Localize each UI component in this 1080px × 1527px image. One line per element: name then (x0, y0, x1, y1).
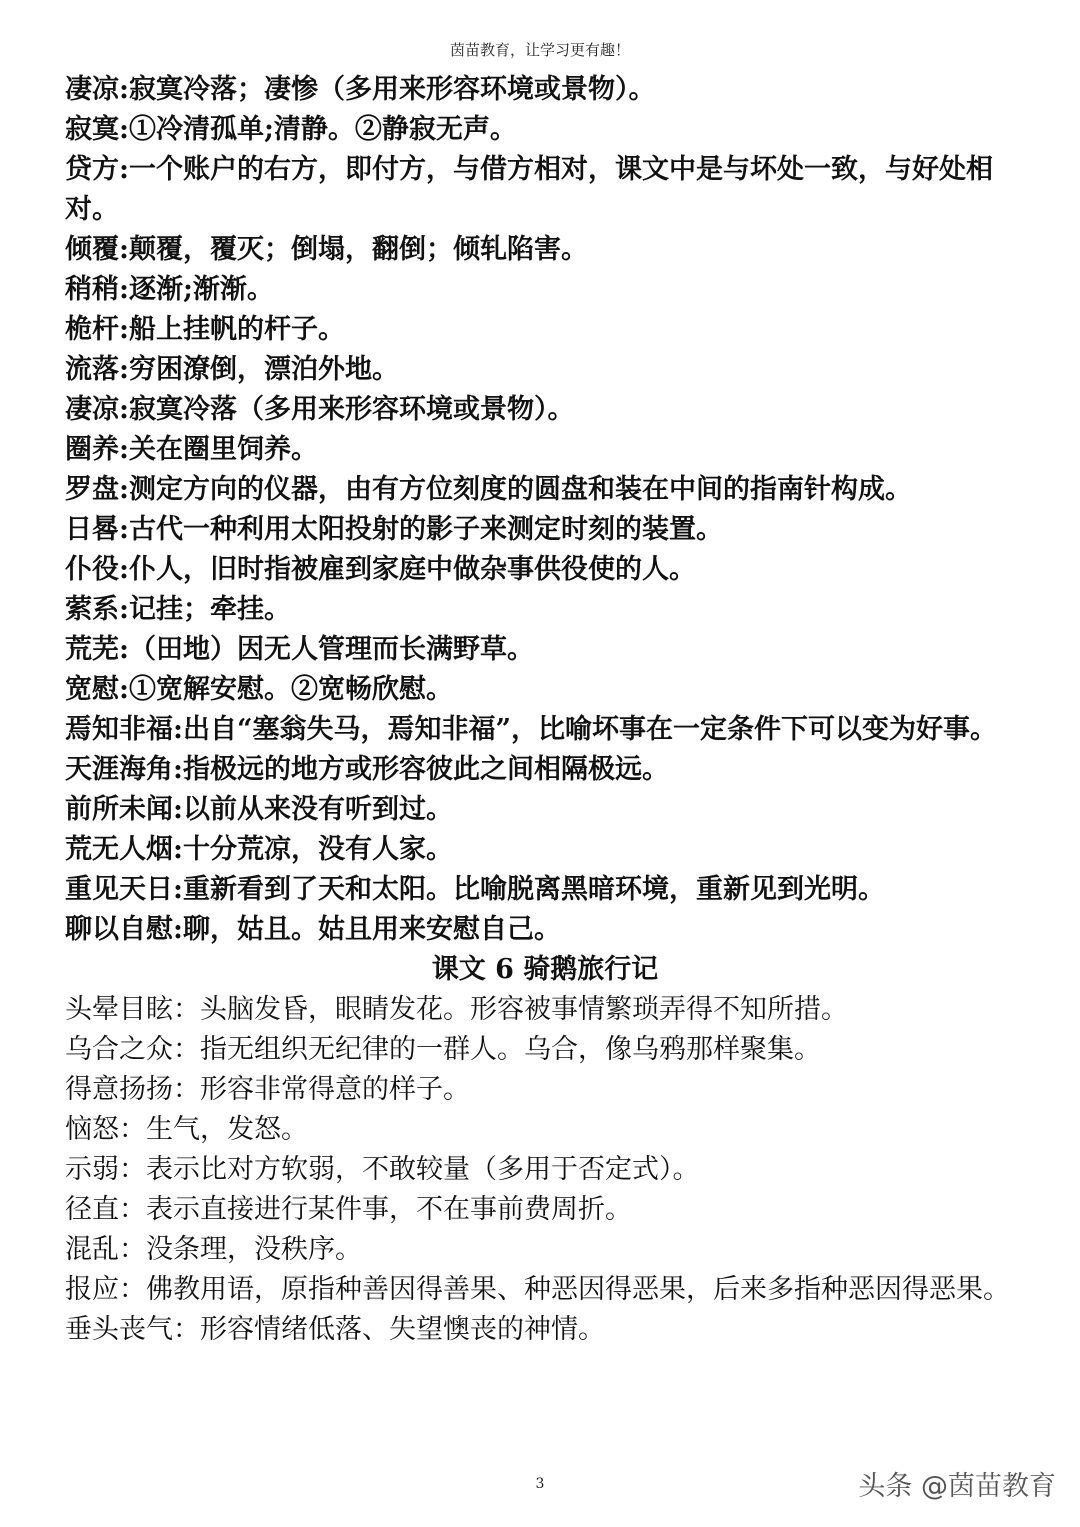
entry-definition: 寂寞冷落（多用来形容环境或景物）。 (128, 394, 575, 425)
document-body (65, 70, 1025, 1350)
entry-term: 径直： (65, 1194, 146, 1225)
entry-term: 贷方: (65, 154, 129, 185)
glossary-entry (65, 750, 1025, 790)
entry-term: 倾覆: (65, 234, 129, 265)
glossary-entry (65, 310, 1025, 350)
entry-definition: （田地）因无人管理而长满野草。 (128, 634, 534, 665)
entry-definition: 头脑发昏，眼睛发花。形容被事情繁琐弄得不知所措。 (200, 994, 848, 1025)
entry-term: 宽慰: (65, 674, 129, 705)
entry-term: 日晷: (65, 514, 129, 545)
glossary-entry (65, 590, 1025, 630)
entry-definition: 古代一种利用太阳投射的影子来测定时刻的装置。 (128, 514, 723, 545)
entry-definition: ①冷清孤单;清静。②静寂无声。 (128, 114, 517, 145)
glossary-entry (65, 630, 1025, 670)
glossary-entry (65, 270, 1025, 310)
entry-definition: 颠覆，覆灭；倒塌，翻倒；倾轧陷害。 (128, 234, 588, 265)
entry-definition: 仆人，旧时指被雇到家庭中做杂事供役使的人。 (128, 554, 696, 585)
glossary-entry (65, 990, 1025, 1030)
glossary-entry (65, 710, 1025, 750)
entry-definition: 聊，姑且。姑且用来安慰自己。 (182, 914, 561, 945)
entry-term: 荒无人烟: (65, 834, 183, 865)
entry-term: 示弱： (65, 1154, 146, 1185)
glossary-entry (65, 1110, 1025, 1150)
glossary-entry (65, 790, 1025, 830)
glossary-entry (65, 1270, 1025, 1310)
entry-definition: 没条理，没秩序。 (146, 1234, 362, 1265)
glossary-entry (65, 230, 1025, 270)
entry-term: 流落: (65, 354, 129, 385)
entry-term: 头晕目眩： (65, 994, 200, 1025)
glossary-entry (65, 430, 1025, 470)
entry-term: 焉知非福: (65, 714, 183, 745)
entry-term: 恼怒： (65, 1114, 146, 1145)
entry-definition: 测定方向的仪器，由有方位刻度的圆盘和装在中间的指南针构成。 (128, 474, 912, 505)
entry-term: 寂寞: (65, 114, 129, 145)
glossary-entry (65, 550, 1025, 590)
entry-definition: 关在圈里饲养。 (128, 434, 318, 465)
glossary-entry (65, 1230, 1025, 1270)
entry-term: 得意扬扬： (65, 1074, 200, 1105)
entry-definition: 逐渐;渐渐。 (128, 274, 274, 305)
glossary-entry (65, 150, 1025, 230)
entry-term: 荒芜: (65, 634, 129, 665)
glossary-entry (65, 1150, 1025, 1190)
entry-definition: 十分荒凉，没有人家。 (182, 834, 453, 865)
glossary-entry (65, 870, 1025, 910)
entry-term: 罗盘: (65, 474, 129, 505)
glossary-entry (65, 390, 1025, 430)
glossary-entry (65, 910, 1025, 950)
entry-term: 凄凉: (65, 394, 129, 425)
entry-term: 重见天日: (65, 874, 183, 905)
entry-term: 前所未闻: (65, 794, 183, 825)
glossary-entry (65, 670, 1025, 710)
glossary-entry (65, 830, 1025, 870)
page-header: 茵苗教育，让学习更有趣！ (449, 41, 630, 59)
entry-definition: 记挂；牵挂。 (128, 594, 291, 625)
glossary-entry (65, 470, 1025, 510)
entry-term: 圈养: (65, 434, 129, 465)
entry-definition: 以前从来没有听到过。 (182, 794, 453, 825)
glossary-entry (65, 70, 1025, 110)
entry-definition: 寂寞冷落；凄惨（多用来形容环境或景物）。 (128, 74, 656, 105)
glossary-entry (65, 110, 1025, 150)
entry-definition: 表示直接进行某件事，不在事前费周折。 (146, 1194, 632, 1225)
entry-term: 桅杆: (65, 314, 129, 345)
entry-term: 聊以自慰: (65, 914, 183, 945)
glossary-list-lesson-5 (65, 70, 1025, 950)
entry-term: 稍稍: (65, 274, 129, 305)
entry-definition: 生气，发怒。 (146, 1114, 308, 1145)
entry-definition: 重新看到了天和太阳。比喻脱离黑暗环境，重新见到光明。 (182, 874, 885, 905)
entry-definition: 指极远的地方或形容彼此之间相隔极远。 (182, 754, 669, 785)
glossary-list-lesson-6 (65, 990, 1025, 1350)
entry-definition: 船上挂帆的杆子。 (128, 314, 345, 345)
section-title: 课文 6 骑鹅旅行记 (431, 954, 659, 985)
entry-definition: 穷困潦倒，漂泊外地。 (128, 354, 399, 385)
entry-term: 天涯海角: (65, 754, 183, 785)
entry-term: 凄凉: (65, 74, 129, 105)
glossary-entry (65, 1190, 1025, 1230)
entry-definition: 形容非常得意的样子。 (200, 1074, 470, 1105)
entry-definition: 表示比对方软弱，不敢较量（多用于否定式）。 (146, 1154, 700, 1185)
entry-term: 混乱： (65, 1234, 146, 1265)
entry-term: 仆役: (65, 554, 129, 585)
entry-term: 乌合之众： (65, 1034, 200, 1065)
page-number: 3 (535, 1476, 545, 1492)
glossary-entry (65, 1070, 1025, 1110)
entry-definition: 佛教用语，原指种善因得善果、种恶因得恶果，后来多指种恶因得恶果。 (146, 1274, 1010, 1305)
entry-definition: 形容情绪低落、失望懊丧的神情。 (200, 1314, 605, 1345)
entry-definition: 一个账户的右方，即付方，与借方相对，课文中是与坏处一致，与好处相对。 (65, 154, 993, 225)
entry-definition: 出自“塞翁失马，焉知非福”，比喻坏事在一定条件下可以变为好事。 (182, 714, 998, 745)
watermark: 头条 @茵苗教育 (858, 1471, 1056, 1502)
entry-term: 垂头丧气： (65, 1314, 200, 1345)
glossary-entry (65, 1030, 1025, 1070)
glossary-entry (65, 510, 1025, 550)
entry-term: 报应： (65, 1274, 146, 1305)
glossary-entry (65, 1310, 1025, 1350)
entry-term: 萦系: (65, 594, 129, 625)
glossary-entry (65, 350, 1025, 390)
entry-definition: ①宽解安慰。②宽畅欣慰。 (128, 674, 453, 705)
entry-definition: 指无组织无纪律的一群人。乌合，像乌鸦那样聚集。 (200, 1034, 821, 1065)
